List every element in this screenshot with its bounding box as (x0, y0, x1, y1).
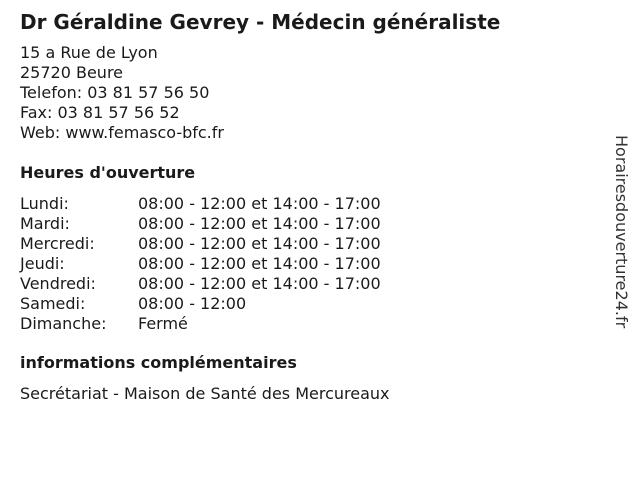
city-postcode: 25720 Beure (20, 63, 124, 82)
page-title: Dr Géraldine Gevrey - Médecin généraliste (20, 10, 501, 34)
hours-row-sunday (20, 314, 381, 334)
day-label: Mercredi: (20, 234, 95, 253)
street-address: 15 a Rue de Lyon (20, 43, 158, 62)
day-hours: 08:00 - 12:00 et 14:00 - 17:00 (138, 214, 381, 233)
day-hours: 08:00 - 12:00 et 14:00 - 17:00 (138, 274, 381, 293)
day-label: Dimanche: (20, 314, 107, 333)
hours-row-monday (20, 194, 381, 214)
day-label: Mardi: (20, 214, 70, 233)
day-hours: Fermé (138, 314, 188, 333)
additional-info-heading: informations complémentaires (20, 353, 297, 372)
day-label: Samedi: (20, 294, 86, 313)
hours-row-thursday (20, 254, 381, 274)
hours-row-friday (20, 274, 381, 294)
day-label: Vendredi: (20, 274, 96, 293)
contact-block (20, 43, 224, 143)
hours-row-tuesday (20, 214, 381, 234)
hours-row-wednesday (20, 234, 381, 254)
day-label: Jeudi: (20, 254, 65, 273)
day-hours: 08:00 - 12:00 et 14:00 - 17:00 (138, 194, 381, 213)
day-hours: 08:00 - 12:00 et 14:00 - 17:00 (138, 254, 381, 273)
day-hours: 08:00 - 12:00 (138, 294, 247, 313)
opening-hours-heading: Heures d'ouverture (20, 163, 196, 182)
website: Web: www.femasco-bfc.fr (20, 123, 224, 142)
site-watermark: Horairesdouverture24.fr (612, 135, 631, 329)
day-hours: 08:00 - 12:00 et 14:00 - 17:00 (138, 234, 381, 253)
hours-row-saturday (20, 294, 381, 314)
opening-hours-table (20, 194, 381, 334)
additional-info-text: Secrétariat - Maison de Santé des Mercureaux (20, 384, 390, 403)
phone-number: Telefon: 03 81 57 56 50 (20, 83, 210, 102)
day-label: Lundi: (20, 194, 69, 213)
fax-number: Fax: 03 81 57 56 52 (20, 103, 180, 122)
